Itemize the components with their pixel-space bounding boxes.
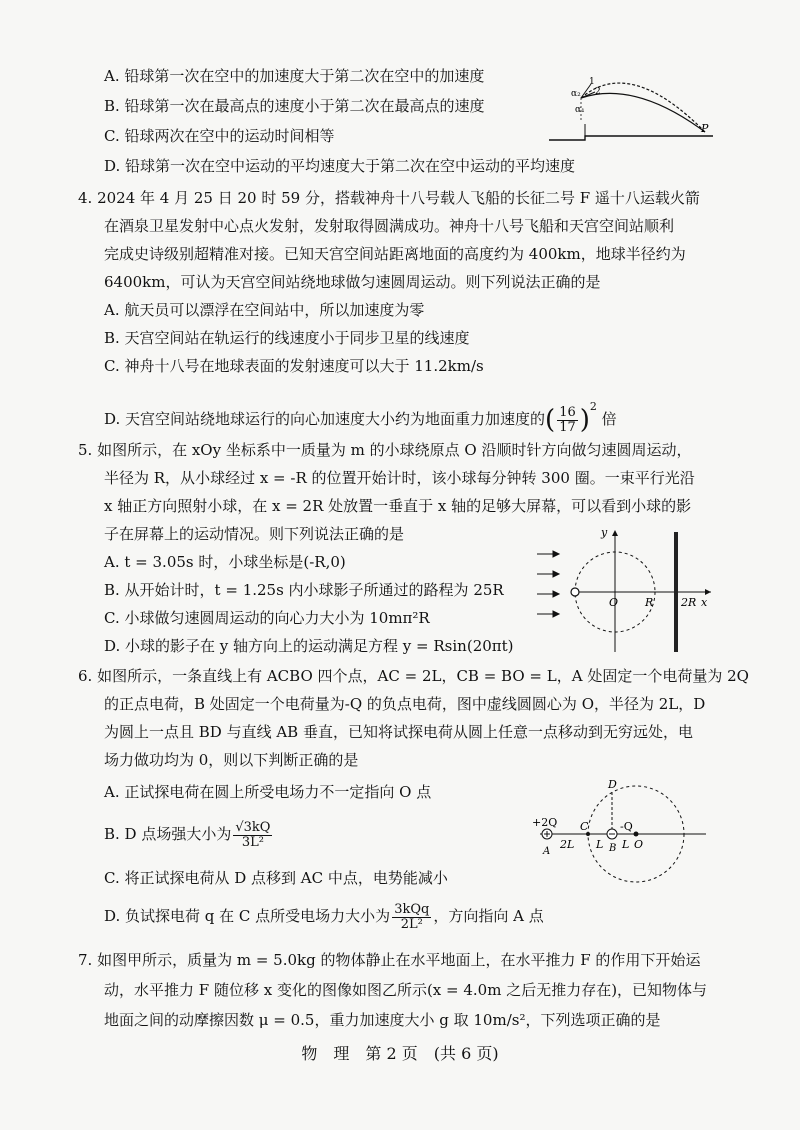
q5-fig-origin-label: O <box>609 596 619 609</box>
q6-fig-l-label-2: L <box>622 838 630 851</box>
q3-option-c: C. 铅球两次在空中的运动时间相等 <box>104 127 335 145</box>
q5-stem-line3: x 轴正方向照射小球，在 x = 2R 处放置一垂直于 x 轴的足够大屏幕，可以看到小球的影 <box>104 497 692 515</box>
q6-option-b-text: B. D 点场强大小为 <box>104 825 232 843</box>
q6-fig-a-label: A <box>543 846 551 857</box>
q3-fig-label-1: 1 <box>589 77 595 87</box>
q6-option-d <box>104 900 544 932</box>
q3-option-a: A. 铅球第一次在空中的加速度大于第二次在空中的加速度 <box>104 67 485 85</box>
q6-option-b <box>104 818 274 850</box>
q5-fig-r-label: R <box>645 596 654 609</box>
q6-fig-c-label: C <box>580 820 589 833</box>
q4-stem-line3: 完成史诗级别超精准对接。已知天宫空间站距离地面的高度约为 400km，地球半径约为 <box>104 245 686 263</box>
q6-option-b-fraction <box>233 821 272 850</box>
q4-fraction <box>557 406 578 435</box>
q6-fig-plus-2q-label: +2Q <box>532 816 558 829</box>
q4-option-b: B. 天宫空间站在轨运行的线速度小于同步卫星的线速度 <box>104 329 470 347</box>
q6-fig-d-label: D <box>608 778 617 791</box>
q5-option-a: A. t = 3.05s 时，小球坐标是(-R,0) <box>104 553 346 571</box>
q6-option-b-den: 3L² <box>241 834 264 850</box>
q5-option-c: C. 小球做匀速圆周运动的向心力大小为 10mπ²R <box>104 609 430 627</box>
q6-fig-b-label: B <box>609 843 617 854</box>
q5-stem-line1: 5. 如图所示，在 xOy 坐标系中一质量为 m 的小球绕原点 O 沿顺时针方向做匀速圆周运动， <box>78 441 692 459</box>
q6-fig-minus-q-label: -Q <box>620 820 633 833</box>
q6-option-a: A. 正试探电荷在圆上所受电场力不一定指向 O 点 <box>104 783 432 801</box>
q6-option-d-num: 3kQq <box>394 901 430 917</box>
q5-circular-motion-figure <box>535 526 715 656</box>
q5-fig-2r-label: 2R <box>681 596 697 609</box>
q6-option-d-den: 2L² <box>400 916 423 932</box>
q3-fig-point-p: P <box>701 122 709 135</box>
q6-option-c: C. 将正试探电荷从 D 点移到 AC 中点，电势能减小 <box>104 869 448 887</box>
q3-fig-label-2: 2 <box>595 87 601 97</box>
q3-fig-alpha2: α₂ <box>571 89 581 99</box>
q6-stem-line2: 的正点电荷，B 处固定一个电荷量为-Q 的负点电荷，图中虚线圆圆心为 O，半径为 2L，D <box>104 695 706 713</box>
q6-option-d-text: D. 负试探电荷 q 在 C 点所受电场力大小为 <box>104 907 391 925</box>
q4-option-c: C. 神舟十八号在地球表面的发射速度可以大于 11.2km/s <box>104 357 484 375</box>
q4-option-a: A. 航天员可以漂浮在空间站中，所以加速度为零 <box>104 301 425 319</box>
q4-option-d-suffix: 倍 <box>601 410 617 428</box>
q5-fig-y-label: y <box>601 526 608 539</box>
q5-option-b: B. 从开始计时，t = 1.25s 内小球影子所通过的路程为 25R <box>104 581 504 599</box>
q7-stem-line3: 地面之间的动摩擦因数 μ = 0.5，重力加速度大小 g 取 10m/s²，下列选项正确的是 <box>104 1011 661 1029</box>
q4-stem-line4: 6400km，可认为天宫空间站绕地球做匀速圆周运动。则下列说法正确的是 <box>104 273 601 291</box>
q4-option-d: D. 天宫空间站绕地球运行的向心加速度大小约为地面重力加速度的( $\frac{16}{17}$ )$^2$ 倍 <box>104 400 617 435</box>
q6-charge-figure <box>530 774 710 898</box>
q6-stem-line4: 场力做功均为 0，则以下判断正确的是 <box>104 751 359 769</box>
q6-fig-l-label-1: L <box>596 838 604 851</box>
q7-stem-line1: 7. 如图甲所示，质量为 m = 5.0kg 的物体静止在水平地面上，在水平推力 F 的作用下开始运 <box>78 951 701 969</box>
q4-fraction-num: 16 <box>559 404 576 420</box>
q5-fig-x-label: x <box>701 596 708 609</box>
q6-fig-2l-label: 2L <box>560 838 575 851</box>
q4-fraction-den: 17 <box>559 419 576 435</box>
q4-option-d-text: D. 天宫空间站绕地球运行的向心加速度大小约为地面重力加速度的 <box>104 410 546 428</box>
q3-option-d: D. 铅球第一次在空中运动的平均速度大于第二次在空中运动的平均速度 <box>104 157 576 175</box>
q6-fig-o-label: O <box>634 838 644 851</box>
q3-option-b: B. 铅球第一次在最高点的速度小于第二次在最高点的速度 <box>104 97 485 115</box>
q5-stem-line4: 子在屏幕上的运动情况。则下列说法正确的是 <box>104 525 405 543</box>
q6-stem-line1: 6. 如图所示，一条直线上有 ACBO 四个点，AC = 2L，CB = BO = L，A 处固定一个电荷量为 2Q <box>78 667 749 685</box>
q6-option-d-fraction <box>392 903 431 932</box>
q4-stem-line1: 4. 2024 年 4 月 25 日 20 时 59 分，搭载神舟十八号载人飞船的长征二号 F 遥十八运载火箭 <box>78 189 700 207</box>
q4-stem-line2: 在酒泉卫星发射中心点火发射，发射取得圆满成功。神舟十八号飞船和天宫空间站顺利 <box>104 217 675 235</box>
q6-option-b-num: √3kQ <box>235 819 271 835</box>
q3-fig-alpha1: α₁ <box>575 105 585 115</box>
q4-fraction-exp: 2 <box>589 400 597 413</box>
page-footer: 物 理 第 2 页 (共 6 页) <box>301 1044 499 1063</box>
q6-stem-line3: 为圆上一点且 BD 与直线 AB 垂直，已知将试探电荷从圆上任意一点移动到无穷远处，电 <box>104 723 693 741</box>
q6-option-d-suffix: ，方向指向 A 点 <box>433 907 544 925</box>
q5-stem-line2: 半径为 R，从小球经过 x = -R 的位置开始计时，该小球每分钟转 300 圈。一束平行光沿 <box>104 469 695 487</box>
q7-stem-line2: 动，水平推力 F 随位移 x 变化的图像如图乙所示(x = 4.0m 之后无推力存在)，已知物体与 <box>104 981 708 999</box>
q5-option-d: D. 小球的影子在 y 轴方向上的运动满足方程 y = Rsin(20πt) <box>104 637 514 655</box>
q3-trajectory-figure <box>545 74 715 144</box>
